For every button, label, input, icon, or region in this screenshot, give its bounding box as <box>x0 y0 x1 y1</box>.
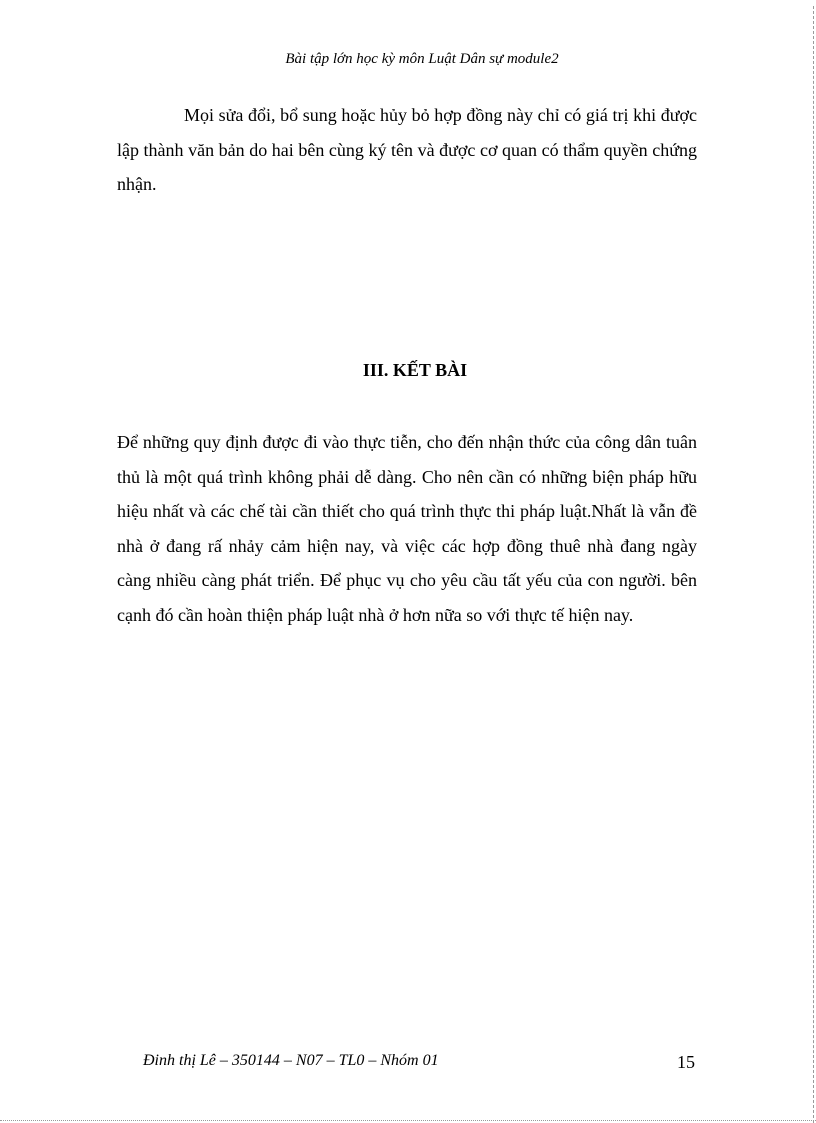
paragraph-contract-amendment: Mọi sửa đổi, bổ sung hoặc hủy bỏ hợp đồng này chỉ có giá trị khi được lập thành văn bản do hai bên cùng ký tên và được cơ quan có thẩm quyền chứng nhận. <box>117 105 697 194</box>
footer-page-number: 15 <box>677 1052 695 1072</box>
footer-author-line: Đinh thị Lê – 350144 – N07 – TL0 – Nhóm 01 <box>143 1052 439 1069</box>
section-heading-conclusion: III. KẾT BÀI <box>362 360 468 380</box>
page-border-bottom <box>0 1120 816 1122</box>
paragraph-conclusion: Để những quy định được đi vào thực tiễn, cho đến nhận thức của công dân tuân thủ là một quá trình không phải dễ dàng. Cho nên cần có những biện pháp hữu hiệu nhất và các chế tài cần thiết cho quá trình thực thi pháp luật.Nhất là vẫn đề nhà ở đang rấ nhảy cảm hiện nay, và việc các hợp đồng thuê nhà đang ngày càng nhiều càng phát triển. Để phục vụ cho yêu cầu tất yếu của con người. bên cạnh đó cần hoàn thiện pháp luật nhà ở hơn nữa so với thực tế hiện nay. <box>117 432 697 625</box>
running-header: Bài tập lớn học kỳ môn Luật Dân sự module2 <box>285 51 559 67</box>
